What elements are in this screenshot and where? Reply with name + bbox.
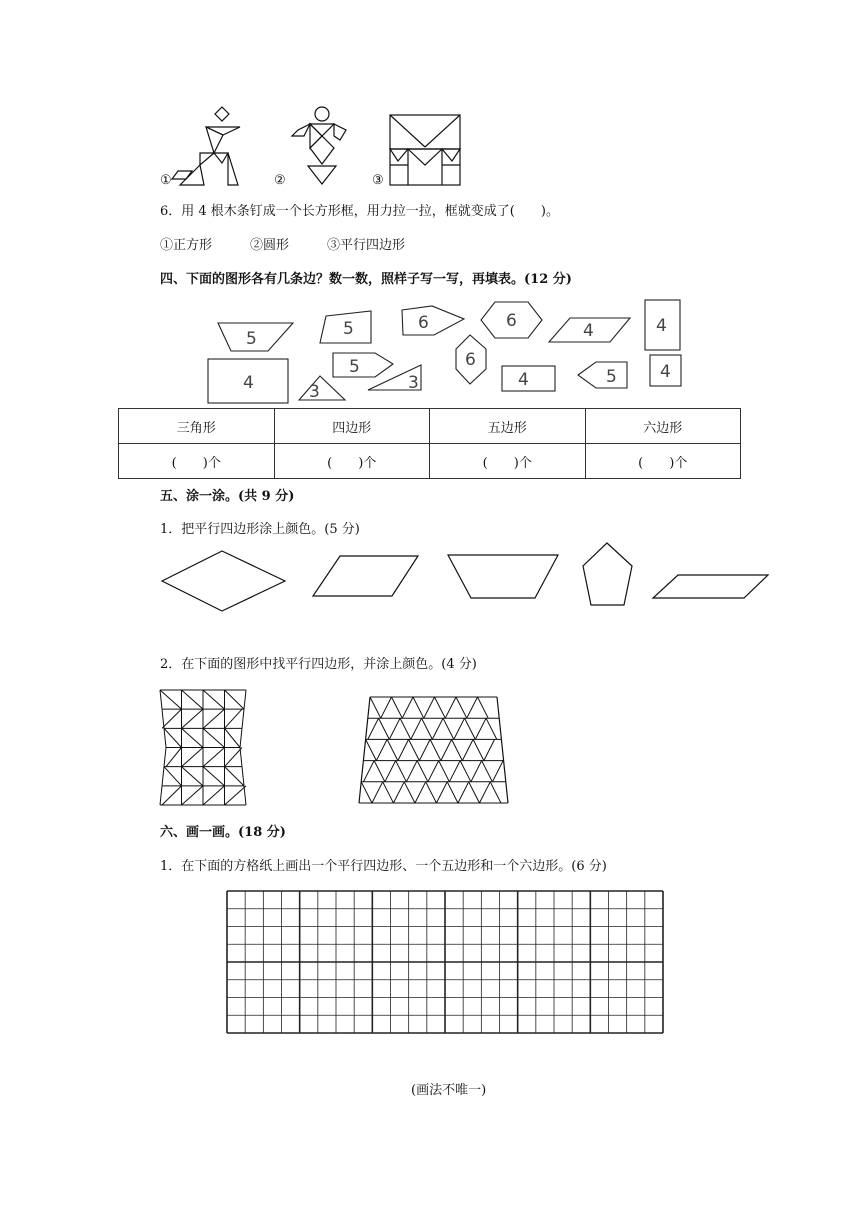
section-6-question-1: 1．在下面的方格纸上画出一个平行四边形、一个五边形和一个六边形。(6 分) <box>160 859 607 874</box>
section-4-title: 四、下面的图形各有几条边？数一数，照样子写一写，再填表。(12 分) <box>160 272 572 287</box>
shape-label: 4 <box>243 373 254 393</box>
shape-label: 3 <box>408 373 419 393</box>
square-grid-paper[interactable] <box>226 890 664 1034</box>
shape-label: 3 <box>309 382 320 402</box>
section-5-question-2: 2．在下面的图形中找平行四边形，并涂上颜色。(4 分) <box>160 657 477 672</box>
q6-option-3: ③平行四边形 <box>327 238 406 253</box>
section-6-title: 六、画一画。(18 分) <box>160 825 286 840</box>
shape-label: 4 <box>583 321 594 341</box>
table-cell-quadrilateral-count[interactable]: ( )个 <box>274 444 430 479</box>
table-header-hexagon: 六边形 <box>585 409 741 444</box>
drawing-note: (画法不唯一) <box>411 1083 487 1098</box>
shape-label: 6 <box>418 313 429 333</box>
tangram-label-1: ① <box>160 173 172 188</box>
table-header-pentagon: 五边形 <box>430 409 586 444</box>
question-6: 6．用 4 根木条钉成一个长方形框，用力拉一拉，框就变成了( )。 <box>160 204 559 219</box>
shape-label: 4 <box>656 316 667 336</box>
section-5-question-1: 1．把平行四边形涂上颜色。(5 分) <box>160 522 360 537</box>
q6-option-2: ②圆形 <box>250 238 290 253</box>
table-header-triangle: 三角形 <box>119 409 275 444</box>
tangram-label-2: ② <box>274 173 286 188</box>
tangram-label-3: ③ <box>372 173 384 188</box>
shape-label: 5 <box>246 329 257 349</box>
shape-label: 6 <box>506 311 517 331</box>
table-cell-hexagon-count[interactable]: ( )个 <box>585 444 741 479</box>
table-header-quadrilateral: 四边形 <box>274 409 430 444</box>
shape-label: 4 <box>518 370 529 390</box>
shape-label: 5 <box>606 367 617 387</box>
shape-label: 5 <box>343 319 354 339</box>
table-cell-triangle-count[interactable]: ( )个 <box>119 444 275 479</box>
section-5-title: 五、涂一涂。(共 9 分) <box>160 489 295 504</box>
q6-option-1: ①正方形 <box>160 238 213 253</box>
shape-label: 5 <box>349 357 360 377</box>
shape-label: 6 <box>465 350 476 370</box>
shape-label: 4 <box>660 362 671 382</box>
table-cell-pentagon-count[interactable]: ( )个 <box>430 444 586 479</box>
